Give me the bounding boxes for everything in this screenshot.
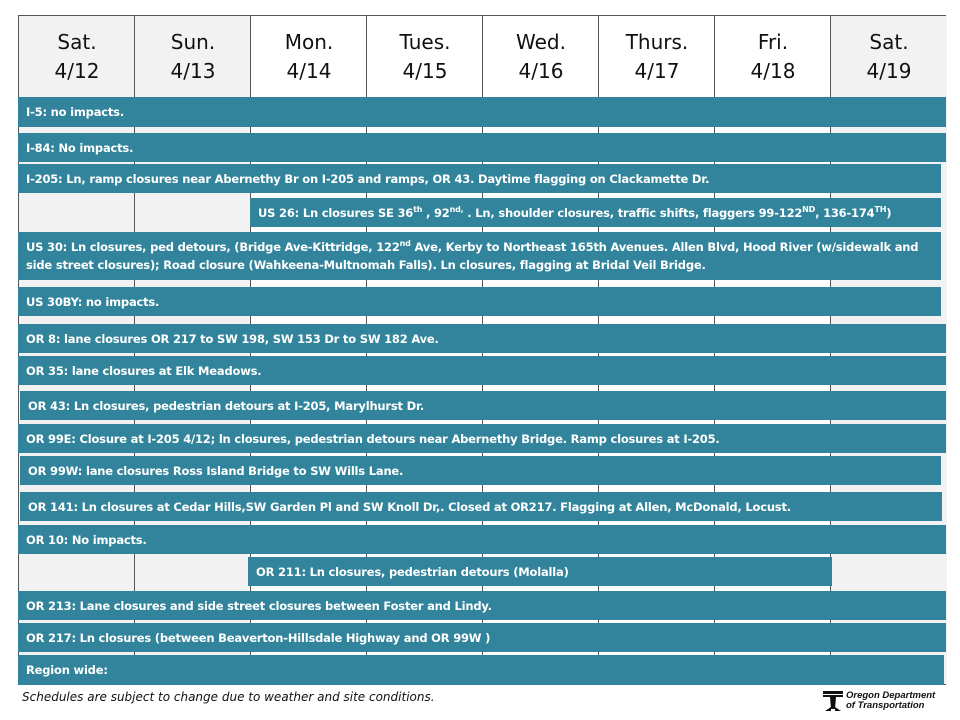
impact-bar-or211 <box>248 557 832 586</box>
day-date: 4/17 <box>634 58 680 83</box>
day-header <box>831 16 947 97</box>
day-name: Sun. <box>170 29 216 54</box>
impact-bar-i84 <box>18 133 946 162</box>
impact-bar-or99e <box>18 424 946 453</box>
impact-bar-or99w <box>20 456 941 485</box>
impact-bar-us26 <box>250 198 941 227</box>
day-header <box>251 16 367 97</box>
day-name: Sat. <box>57 29 97 54</box>
day-name: Thurs. <box>625 29 689 54</box>
bar-text: OR 213: Lane closures and side street closures between Foster and Lindy. <box>26 598 492 613</box>
bar-text: OR 8: lane closures OR 217 to SW 198, SW 153 Dr to SW 182 Ave. <box>26 331 439 346</box>
impact-bar-i205 <box>18 164 941 193</box>
bar-text: OR 99E: Closure at I-205 4/12; ln closures, pedestrian detours near Abernethy Bridge. Ramp closures at I-205. <box>26 431 720 446</box>
day-name: Sat. <box>869 29 909 54</box>
day-date: 4/14 <box>286 58 332 83</box>
impact-bar-or43 <box>20 391 946 420</box>
bar-text: OR 211: Ln closures, pedestrian detours (Molalla) <box>256 564 569 579</box>
day-date: 4/16 <box>518 58 564 83</box>
bar-text: US 26: Ln closures SE 36th , $92^{nd,}$ . Ln, shoulder closures, traffic shifts, flaggers 99-122ND, 136-174TH) <box>258 204 892 220</box>
bar-text: US 30BY: no impacts. <box>26 294 160 309</box>
odot-logo <box>822 690 935 712</box>
logo-line-1: Oregon Department <box>846 690 936 701</box>
impact-bar-or213 <box>18 591 946 620</box>
impact-bar-or141 <box>20 492 942 521</box>
day-date: 4/12 <box>54 58 100 83</box>
impact-bar-i5 <box>18 97 946 127</box>
schedule-disclaimer: Schedules are subject to change due to weather and site conditions. <box>22 690 435 704</box>
bar-text: OR 10: No impacts. <box>26 532 147 547</box>
impact-bar-us30by <box>18 287 941 316</box>
impact-bar-or217 <box>18 623 946 652</box>
bar-text: OR 217: Ln closures (between Beaverton-Hillsdale Highway and OR 99W ) <box>26 630 491 645</box>
bar-text: OR 141: Ln closures at Cedar Hills,SW Garden Pl and SW Knoll Dr,. Closed at OR217. Flagging at Allen, McDonald, Locust. <box>28 499 791 514</box>
odot-logo-text <box>846 691 935 711</box>
day-header <box>599 16 715 97</box>
day-date: 4/19 <box>866 58 912 83</box>
day-name: Wed. <box>516 29 566 54</box>
bar-text: US 30: Ln closures, ped detours, (Bridge Ave-Kittridge, 122nd Ave, Kerby to Northeast 165th Avenues. Allen Blvd, Hood River (w/sidewalk and side street closures); Road closure (Wahkeena-Multnomah Falls). Ln closures, flagging at Bridal Veil Bridge. <box>26 239 919 272</box>
day-name: Tues. <box>399 29 451 54</box>
day-header <box>367 16 483 97</box>
bar-text: OR 43: Ln closures, pedestrian detours at I-205, Marylhurst Dr. <box>28 398 424 413</box>
bar-text: I-205: Ln, ramp closures near Abernethy Br on I-205 and ramps, OR 43. Daytime flagging on Clackamette Dr. <box>26 171 710 186</box>
impact-bar-region-wide <box>18 655 944 685</box>
bar-text: OR 99W: lane closures Ross Island Bridge to SW Wills Lane. <box>28 463 404 478</box>
bar-text: I-5: no impacts. <box>26 105 124 119</box>
impact-bar-or35 <box>18 356 946 385</box>
day-header <box>483 16 599 97</box>
day-date: 4/15 <box>402 58 448 83</box>
bar-text: I-84: No impacts. <box>26 140 134 155</box>
bar-text: OR 35: lane closures at Elk Meadows. <box>26 363 262 378</box>
logo-line-2: of Transportation <box>846 700 925 711</box>
impact-bar-or10 <box>18 525 946 554</box>
impact-bar-us30 <box>18 232 941 280</box>
impact-bar-or8 <box>18 324 946 353</box>
day-name: Mon. <box>284 29 334 54</box>
day-name: Fri. <box>757 29 789 54</box>
day-date: 4/13 <box>170 58 216 83</box>
day-date: 4/18 <box>750 58 796 83</box>
day-header <box>19 16 135 97</box>
bar-text: Region wide: <box>26 663 108 677</box>
odot-logo-icon <box>822 690 844 712</box>
day-header <box>135 16 251 97</box>
day-header <box>715 16 831 97</box>
